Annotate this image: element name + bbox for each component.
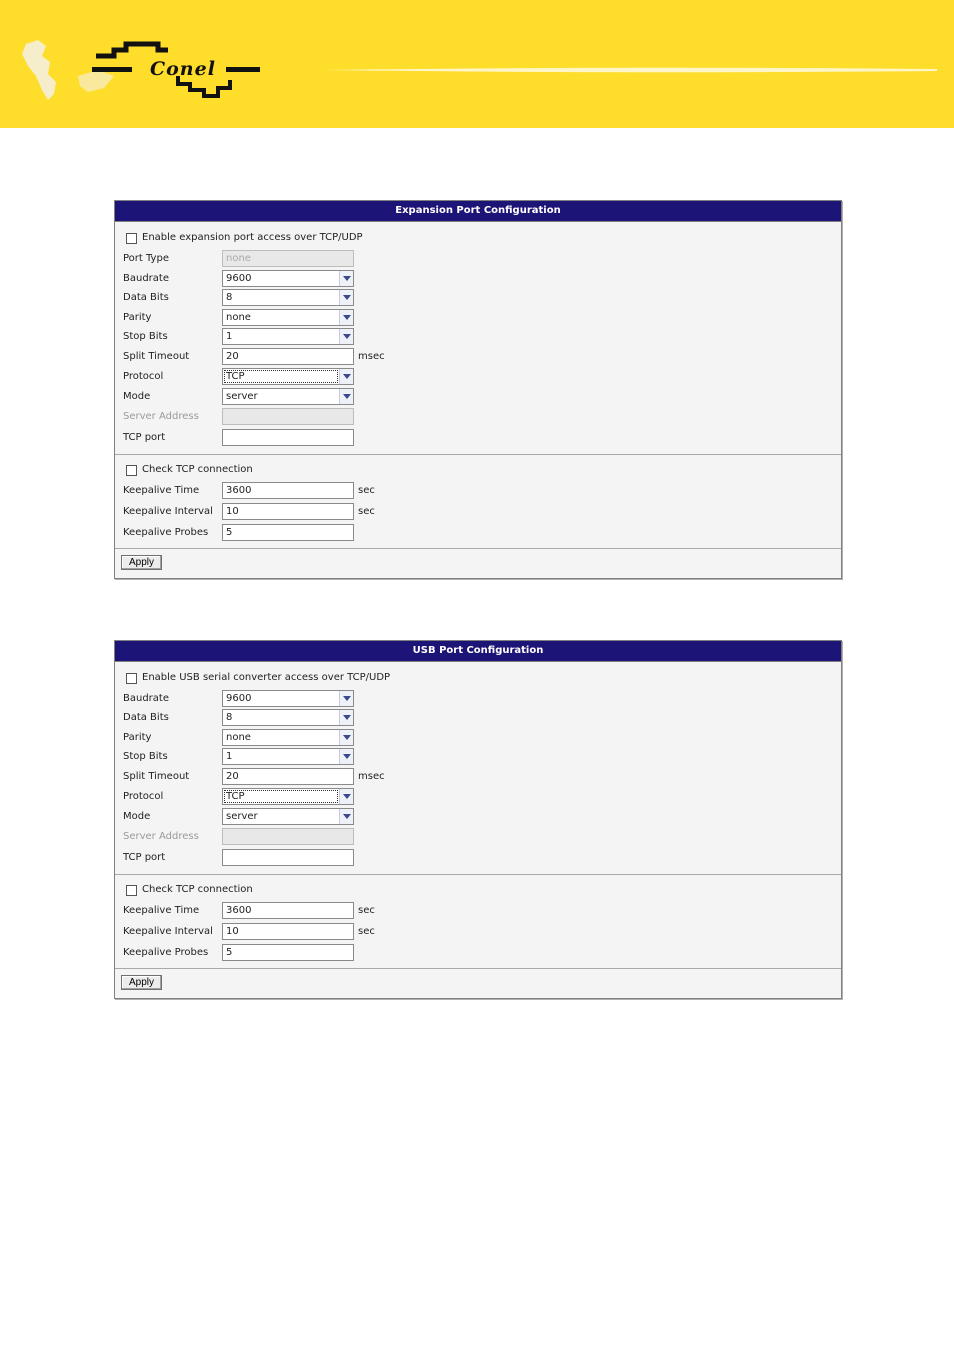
data-bits-label: Data Bits bbox=[123, 712, 169, 723]
protocol-select[interactable]: TCP bbox=[222, 788, 354, 805]
server-address-label: Server Address bbox=[123, 411, 199, 422]
stop-bits-row bbox=[115, 748, 841, 766]
enable-expansion-label: Enable expansion port access over TCP/UDP bbox=[142, 232, 363, 243]
chevron-down-icon[interactable] bbox=[339, 389, 353, 404]
parity-label: Parity bbox=[123, 732, 152, 743]
tcp-port-label: TCP port bbox=[123, 852, 166, 863]
logo-text: Conel bbox=[150, 58, 216, 80]
stop-bits-select[interactable]: 1 bbox=[222, 748, 354, 765]
split-timeout-input[interactable]: 20 bbox=[222, 768, 354, 785]
stop-bits-label: Stop Bits bbox=[123, 751, 168, 762]
tcp-port-input[interactable] bbox=[222, 429, 354, 446]
globe-logo-icon bbox=[18, 36, 268, 108]
stop-bits-row bbox=[115, 328, 841, 346]
enable-usb-checkbox[interactable] bbox=[126, 673, 137, 684]
server-address-label: Server Address bbox=[123, 831, 199, 842]
split-timeout-row bbox=[115, 768, 841, 786]
protocol-select[interactable]: TCP bbox=[222, 368, 354, 385]
keepalive-interval-unit: sec bbox=[358, 926, 375, 937]
keepalive-time-row bbox=[115, 482, 841, 500]
keepalive-section bbox=[115, 455, 841, 549]
chevron-down-icon[interactable] bbox=[339, 329, 353, 344]
check-tcp-label: Check TCP connection bbox=[142, 464, 253, 475]
mode-label: Mode bbox=[123, 811, 151, 822]
port-type-label: Port Type bbox=[123, 253, 169, 264]
chevron-down-icon[interactable] bbox=[339, 271, 353, 286]
keepalive-time-unit: sec bbox=[358, 905, 375, 916]
keepalive-probes-row bbox=[115, 524, 841, 542]
keepalive-interval-row bbox=[115, 503, 841, 521]
split-timeout-unit: msec bbox=[358, 351, 385, 362]
parity-select[interactable]: none bbox=[222, 729, 354, 746]
keepalive-time-input[interactable]: 3600 bbox=[222, 902, 354, 919]
apply-button[interactable]: Apply bbox=[121, 555, 162, 570]
parity-label: Parity bbox=[123, 312, 152, 323]
conel-logo bbox=[18, 36, 268, 108]
chevron-down-icon[interactable] bbox=[339, 789, 353, 804]
keepalive-interval-label: Keepalive Interval bbox=[123, 506, 213, 517]
usb-port-panel bbox=[114, 640, 842, 999]
data-bits-select[interactable]: 8 bbox=[222, 289, 354, 306]
baudrate-row bbox=[115, 690, 841, 708]
baudrate-label: Baudrate bbox=[123, 693, 169, 704]
keepalive-interval-label: Keepalive Interval bbox=[123, 926, 213, 937]
keepalive-section bbox=[115, 875, 841, 969]
server-address-row bbox=[115, 408, 841, 426]
check-tcp-label: Check TCP connection bbox=[142, 884, 253, 895]
keepalive-time-input[interactable]: 3600 bbox=[222, 482, 354, 499]
chevron-down-icon[interactable] bbox=[339, 710, 353, 725]
split-timeout-input[interactable]: 20 bbox=[222, 348, 354, 365]
keepalive-probes-row bbox=[115, 944, 841, 962]
server-address-input bbox=[222, 828, 354, 845]
tcp-port-input[interactable] bbox=[222, 849, 354, 866]
port-type-field: none bbox=[222, 250, 354, 267]
check-tcp-row bbox=[115, 462, 841, 480]
check-tcp-row bbox=[115, 882, 841, 900]
port-settings-section bbox=[115, 222, 841, 455]
panel-title: USB Port Configuration bbox=[115, 641, 841, 662]
tcp-port-row bbox=[115, 429, 841, 447]
protocol-row bbox=[115, 368, 841, 386]
mode-select[interactable]: server bbox=[222, 388, 354, 405]
stop-bits-label: Stop Bits bbox=[123, 331, 168, 342]
check-tcp-checkbox[interactable] bbox=[126, 465, 137, 476]
enable-expansion-row bbox=[115, 230, 841, 248]
protocol-row bbox=[115, 788, 841, 806]
keepalive-probes-input[interactable]: 5 bbox=[222, 944, 354, 961]
baudrate-row bbox=[115, 270, 841, 288]
chevron-down-icon[interactable] bbox=[339, 310, 353, 325]
port-type-row bbox=[115, 250, 841, 268]
split-timeout-row bbox=[115, 348, 841, 366]
baudrate-label: Baudrate bbox=[123, 273, 169, 284]
split-timeout-label: Split Timeout bbox=[123, 351, 190, 362]
keepalive-probes-label: Keepalive Probes bbox=[123, 527, 209, 538]
keepalive-time-row bbox=[115, 902, 841, 920]
enable-usb-row bbox=[115, 670, 841, 688]
keepalive-interval-row bbox=[115, 923, 841, 941]
tcp-port-label: TCP port bbox=[123, 432, 166, 443]
split-timeout-label: Split Timeout bbox=[123, 771, 190, 782]
chevron-down-icon[interactable] bbox=[339, 691, 353, 706]
keepalive-probes-input[interactable]: 5 bbox=[222, 524, 354, 541]
mode-row bbox=[115, 808, 841, 826]
parity-select[interactable]: none bbox=[222, 309, 354, 326]
data-bits-select[interactable]: 8 bbox=[222, 709, 354, 726]
keepalive-interval-input[interactable]: 10 bbox=[222, 923, 354, 940]
apply-section bbox=[115, 969, 841, 998]
keepalive-time-label: Keepalive Time bbox=[123, 905, 200, 916]
panel-title: Expansion Port Configuration bbox=[115, 201, 841, 222]
parity-row bbox=[115, 309, 841, 327]
baudrate-select[interactable]: 9600 bbox=[222, 690, 354, 707]
page-header bbox=[0, 0, 954, 128]
chevron-down-icon[interactable] bbox=[339, 749, 353, 764]
chevron-down-icon[interactable] bbox=[339, 290, 353, 305]
header-swoosh bbox=[325, 64, 937, 76]
keepalive-probes-label: Keepalive Probes bbox=[123, 947, 209, 958]
data-bits-row bbox=[115, 289, 841, 307]
expansion-port-panel bbox=[114, 200, 842, 579]
chevron-down-icon[interactable] bbox=[339, 369, 353, 384]
stop-bits-select[interactable]: 1 bbox=[222, 328, 354, 345]
server-address-row bbox=[115, 828, 841, 846]
chevron-down-icon[interactable] bbox=[339, 809, 353, 824]
keepalive-interval-input[interactable]: 10 bbox=[222, 503, 354, 520]
server-address-input bbox=[222, 408, 354, 425]
keepalive-time-unit: sec bbox=[358, 485, 375, 496]
data-bits-label: Data Bits bbox=[123, 292, 169, 303]
port-settings-section bbox=[115, 662, 841, 875]
mode-row bbox=[115, 388, 841, 406]
chevron-down-icon[interactable] bbox=[339, 730, 353, 745]
enable-usb-label: Enable USB serial converter access over TCP/UDP bbox=[142, 672, 391, 683]
split-timeout-unit: msec bbox=[358, 771, 385, 782]
parity-row bbox=[115, 729, 841, 747]
protocol-label: Protocol bbox=[123, 791, 164, 802]
mode-label: Mode bbox=[123, 391, 151, 402]
enable-expansion-checkbox[interactable] bbox=[126, 233, 137, 244]
mode-select[interactable]: server bbox=[222, 808, 354, 825]
check-tcp-checkbox[interactable] bbox=[126, 885, 137, 896]
keepalive-time-label: Keepalive Time bbox=[123, 485, 200, 496]
baudrate-select[interactable]: 9600 bbox=[222, 270, 354, 287]
tcp-port-row bbox=[115, 849, 841, 867]
protocol-label: Protocol bbox=[123, 371, 164, 382]
keepalive-interval-unit: sec bbox=[358, 506, 375, 517]
apply-button[interactable]: Apply bbox=[121, 975, 162, 990]
apply-section bbox=[115, 549, 841, 578]
data-bits-row bbox=[115, 709, 841, 727]
